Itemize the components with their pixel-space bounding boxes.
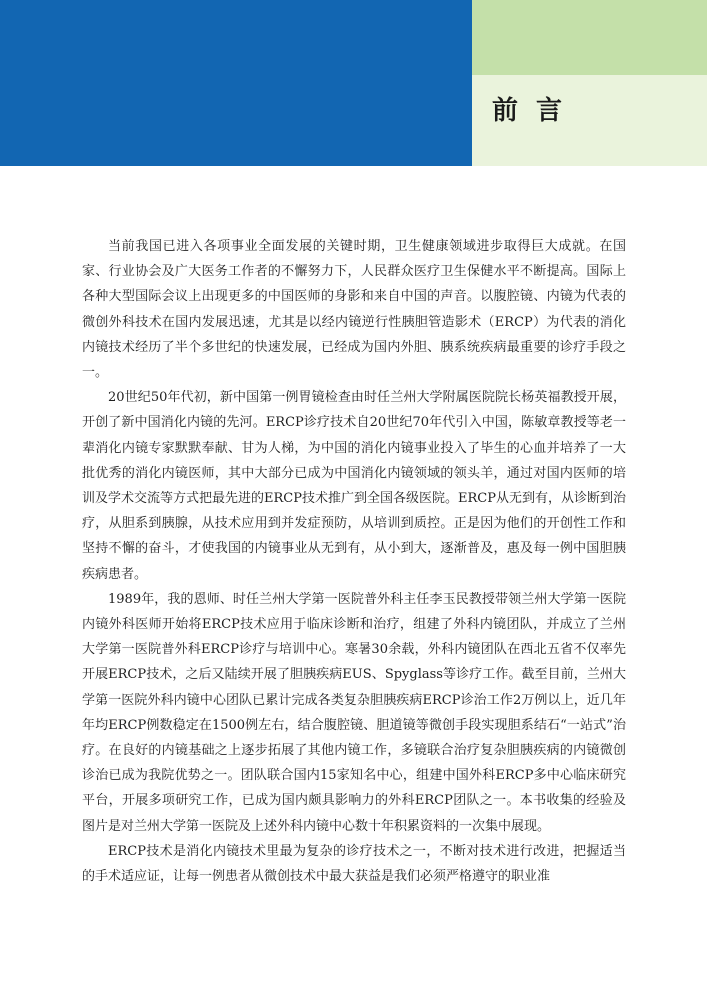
preface-paragraph-1: 当前我国已进入各项事业全面发展的关键时期，卫生健康领域进步取得巨大成就。在国家、行业协会及广大医务工作者的不懈努力下，人民群众医疗卫生保健水平不断提高。国际上各种大型国际会议上出现更多的中国医师的身影和来自中国的声音。以腹腔镜、内镜为代表的微创外科技术在国内发展迅速，尤其是以经内镜逆行性胰胆管造影术（ERCP）为代表的消化内镜技术经历了半个多世纪的快速发展，已经成为国内外胆、胰系统疾病最重要的诊疗手段之一。 [82,239,626,381]
header-green-block-top [472,0,707,75]
preface-paragraph-2: 20世纪50年代初，新中国第一例胃镜检查由时任兰州大学附属医院院长杨英福教授开展，开创了新中国消化内镜的先河。ERCP诊疗技术自20世纪70年代引入中国，陈敏章教授等老一辈消化内镜专家默默奉献、甘为人梯，为中国的消化内镜事业投入了毕生的心血并培养了一大批优秀的消化内镜医师，其中大部分已成为中国消化内镜领域的领头羊，通过对国内医师的培训及学术交流等方式把最先进的ERCP技术推广到全国各级医院。ERCP从无到有，从诊断到治疗，从胆系到胰腺，从技术应用到并发症预防，从培训到质控。正是因为他们的开创性工作和坚持不懈的奋斗，才使我国的内镜事业从无到有，从小到大，逐渐普及，惠及每一例中国胆胰疾病患者。 [82,390,626,582]
preface-paragraph-4: ERCP技术是消化内镜技术里最为复杂的诊疗技术之一，不断对技术进行改进，把握适当的手术适应证，让每一例患者从微创技术中最大获益是我们必须严格遵守的职业准 [82,843,626,885]
chapter-header-band [0,0,707,166]
chapter-title: 前言 [492,96,581,126]
preface-body [82,234,626,889]
preface-paragraph-3: 1989年，我的恩师、时任兰州大学第一医院普外科主任李玉民教授带领兰州大学第一医院内镜外科医师开始将ERCP技术应用于临床诊断和治疗，组建了外科内镜团队，并成立了兰州大学第一医院普外科ERCP诊疗与培训中心。寒暑30余载，外科内镜团队在西北五省不仅率先开展ERCP技术，之后又陆续开展了胆胰疾病EUS、Spyglass等诊疗工作。截至目前，兰州大学第一医院外科内镜中心团队已累计完成各类复杂胆胰疾病ERCP诊治工作2万例以上，近几年年均ERCP例数稳定在1500例左右，结合腹腔镜、胆道镜等微创手段实现胆系结石“一站式”治疗。在良好的内镜基础之上逐步拓展了其他内镜工作，多镜联合治疗复杂胆胰疾病的内镜微创诊治已成为我院优势之一。团队联合国内15家知名中心，组建中国外科ERCP多中心临床研究平台，开展多项研究工作，已成为国内颇具影响力的外科ERCP团队之一。本书收集的经验及图片是对兰州大学第一医院及上述外科内镜中心数十年积累资料的一次集中展现。 [82,591,626,834]
header-blue-block [0,0,472,166]
